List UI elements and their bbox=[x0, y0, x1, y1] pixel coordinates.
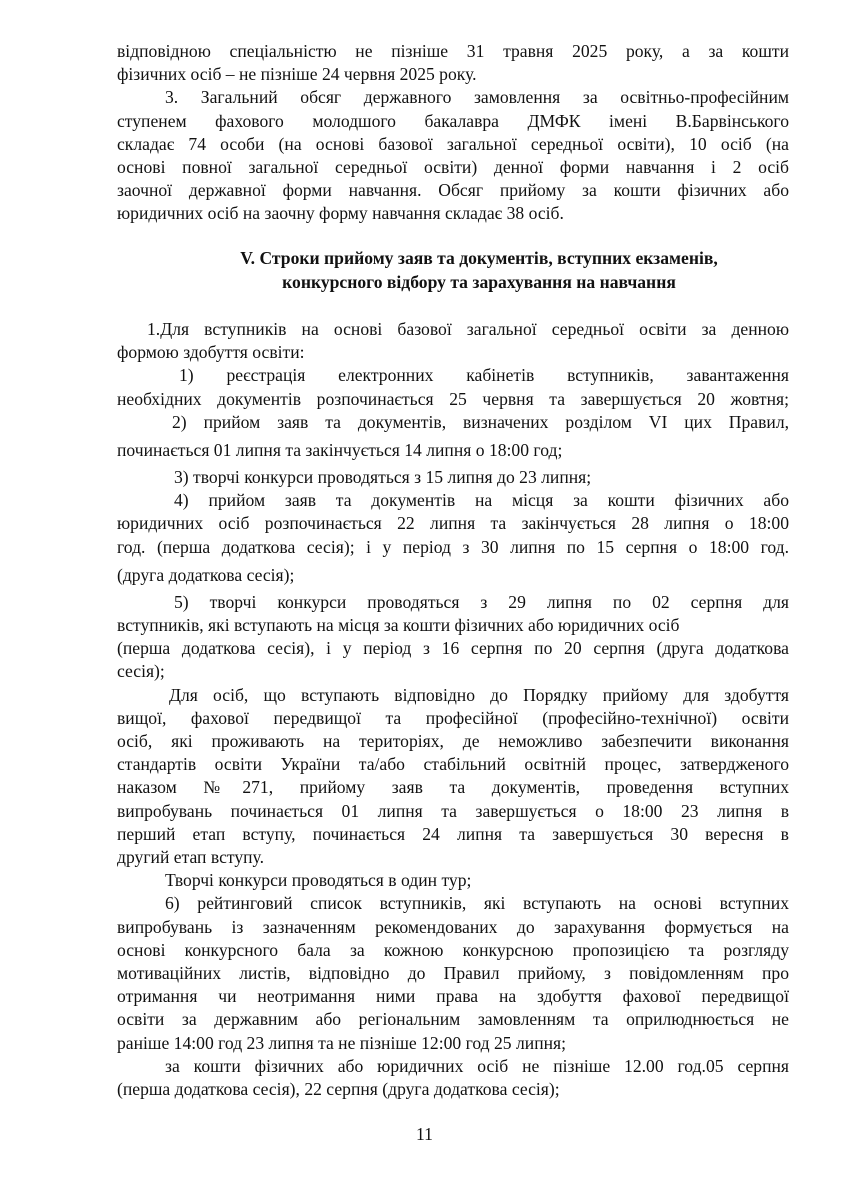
text-line: (перша додаткова сесія), 22 серпня (друга додаткова сесія); bbox=[117, 1079, 560, 1100]
text-line: отримання чи неотримання ними права на здобуття фахової передвищої bbox=[117, 986, 789, 1007]
section-heading-line-2: конкурсного відбору та зарахування на навчання bbox=[282, 272, 676, 292]
top-block bbox=[117, 40, 789, 226]
text-line: раніше 14:00 год 23 липня та не пізніше 12:00 год 25 липня; bbox=[117, 1032, 567, 1053]
text-line: (перша додаткова сесія), і у період з 16 серпня по 20 серпня (друга додаткова bbox=[117, 638, 789, 659]
text-line: 2) прийом заяв та документів, визначених розділом VI цих Правил, bbox=[172, 411, 789, 432]
text-line: Творчі конкурси проводяться в один тур; bbox=[165, 870, 472, 891]
paragraph-subitem-5 bbox=[117, 591, 789, 684]
paragraph-subitem-6 bbox=[117, 892, 789, 1054]
text-line: ступенем фахового молодшого бакалавра ДМФК імені В.Барвінського bbox=[117, 110, 789, 131]
text-line: осіб, які проживають на територіях, де неможливо забезпечити виконання bbox=[117, 731, 789, 752]
paragraph-continuation bbox=[117, 40, 789, 86]
paragraph-private-funds bbox=[117, 1055, 789, 1101]
text-line: 4) прийом заяв та документів на місця за кошти фізичних або bbox=[174, 490, 789, 511]
text-line: необхідних документів розпочинається 25 червня та завершується 20 жовтня; bbox=[117, 388, 789, 409]
paragraph-subitem-4 bbox=[117, 489, 789, 591]
text-line: мотиваційних листів, відповідно до Правил прийому, з повідомленням про bbox=[117, 963, 789, 984]
text-line: заочної державної форми навчання. Обсяг прийому за кошти фізичних або bbox=[117, 180, 789, 201]
paragraph-subitem-2 bbox=[117, 411, 789, 466]
paragraph-item-3 bbox=[117, 86, 789, 225]
paragraph-special-persons bbox=[117, 684, 789, 870]
text-line: складає 74 особи (на основі базової загальної середньої освіти), 10 осіб (на bbox=[117, 133, 789, 154]
text-line: Для осіб, що вступають відповідно до Порядку прийому для здобуття bbox=[169, 684, 789, 705]
text-line: випробувань починається 01 липня та завершується о 18:00 23 липня в bbox=[117, 800, 789, 821]
paragraph-point-1 bbox=[117, 318, 789, 364]
text-line: перший етап вступу, починається 24 липня та завершується 30 вересня в bbox=[117, 823, 789, 844]
text-line: 5) творчі конкурси проводяться з 29 липня по 02 серпня для bbox=[174, 591, 789, 612]
text-line: починається 01 липня та закінчується 14 липня о 18:00 год; bbox=[117, 440, 563, 461]
paragraph-one-round bbox=[117, 869, 789, 892]
text-line: стандартів освіти України та/або стабільний освітній процес, затвердженого bbox=[117, 754, 789, 775]
text-line: освіти за державним або регіональним замовленням та оприлюднюється не bbox=[117, 1009, 789, 1030]
text-line: основі конкурсного бала за кожною конкурсною пропозицією та розгляду bbox=[117, 939, 789, 960]
text-line: 3) творчі конкурси проводяться з 15 липня до 23 липня; bbox=[174, 467, 592, 488]
text-line: (друга додаткова сесія); bbox=[117, 564, 295, 585]
text-line: 1) реєстрація електронних кабінетів вступників, завантаження bbox=[179, 365, 789, 386]
section-heading bbox=[117, 246, 789, 294]
paragraph-subitem-1 bbox=[117, 364, 789, 410]
text-line: год. (перша додаткова сесія); і у період з 30 липня по 15 серпня о 18:00 год. bbox=[117, 536, 789, 557]
text-line: юридичних осіб розпочинається 22 липня та закінчується 28 липня о 18:00 bbox=[117, 513, 789, 534]
text-line: вступників, які вступають на місця за кошти фізичних або юридичних осіб bbox=[117, 615, 680, 636]
paragraph-subitem-3 bbox=[117, 466, 789, 489]
main-block bbox=[117, 318, 789, 1101]
text-line: наказом №271, прийому заяв та документів, проведення вступних bbox=[117, 777, 789, 798]
text-line: сесія); bbox=[117, 661, 165, 682]
text-line: вищої, фахової передвищої та професійної (професійно-технічної) освіти bbox=[117, 707, 789, 728]
text-line: 1.Для вступників на основі базової загальної середньої освіти за денною bbox=[147, 319, 789, 339]
page-number: 11 bbox=[416, 1124, 433, 1144]
text-line: формою здобуття освіти: bbox=[117, 342, 305, 363]
text-line: відповідною спеціальністю не пізніше 31 травня 2025 року, а за кошти bbox=[117, 41, 789, 61]
text-line: випробувань із зазначенням рекомендованих до зарахування формується на bbox=[117, 916, 789, 937]
text-line: за кошти фізичних або юридичних осіб не пізніше 12.00 год.05 серпня bbox=[165, 1055, 789, 1076]
text-line: основі повної загальної середньої освіти) денної форми навчання і 2 осіб bbox=[117, 157, 789, 178]
text-line: 6) рейтинговий список вступників, які вступають на основі вступних bbox=[165, 893, 789, 914]
text-line: юридичних осіб на заочну форму навчання складає 38 осіб. bbox=[117, 203, 564, 224]
section-heading-line-1: V. Строки прийому заяв та документів, вступних екзаменів, bbox=[240, 248, 718, 268]
text-line: другий етап вступу. bbox=[117, 847, 264, 868]
text-line: 3. Загальний обсяг державного замовлення за освітньо-професійним bbox=[165, 87, 789, 108]
text-line: фізичних осіб – не пізніше 24 червня 2025 року. bbox=[117, 64, 477, 85]
